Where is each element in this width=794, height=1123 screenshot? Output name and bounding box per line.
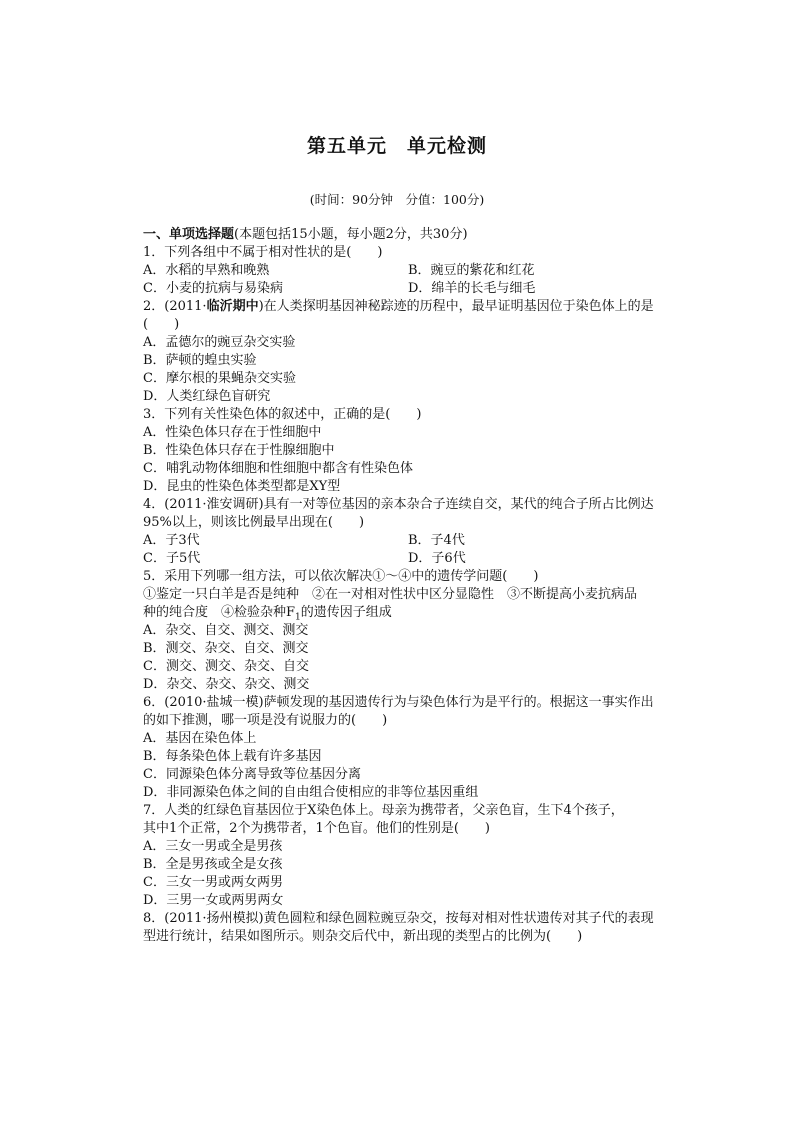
option-b: B．豌豆的紫花和红花 (408, 263, 535, 278)
question-stem: 8．(2011·扬州模拟)黄色圆粒和绿色圆粒豌豆杂交，按每对相对性状遗传对其子代的表现 (143, 911, 654, 926)
option-a: A．水稻的早熟和晚熟 (143, 263, 270, 278)
question-2 (143, 298, 678, 406)
question-stem: 4．(2011·淮安调研)具有一对等位基因的亲本杂合子连续自交，某代的纯合子所占比例达 (143, 497, 654, 512)
option-row (143, 280, 678, 298)
question-7 (143, 802, 678, 910)
option-c: C．测交、测交、杂交、自交 (143, 659, 309, 674)
option-b: B．每条染色体上载有许多基因 (143, 749, 322, 764)
subscript: 1 (295, 612, 301, 623)
section-heading-label: 一、单项选择题 (143, 227, 235, 242)
option-d: D．杂交、杂交、杂交、测交 (143, 677, 310, 692)
question-stem-line2: 的如下推测，哪一项是没有说服力的( ) (143, 713, 388, 728)
question-5 (143, 568, 678, 694)
option-b: B．测交、杂交、自交、测交 (143, 641, 309, 656)
option-c: C．哺乳动物体细胞和性细胞中都含有性染色体 (143, 461, 413, 476)
option-b: B．子4代 (408, 533, 465, 548)
question-stem: 3．下列有关性染色体的叙述中，正确的是( ) (143, 407, 422, 422)
option-d: D．子6代 (408, 551, 466, 566)
question-stem: 7．人类的红绿色盲基因位于X染色体上。母亲为携带者，父亲色盲，生下4个孩子， (143, 803, 624, 818)
option-d: D．人类红绿色盲研究 (143, 389, 271, 404)
option-d: D．非同源染色体之间的自由组合使相应的非等位基因重组 (143, 785, 479, 800)
question-stem: 5．采用下列哪一组方法，可以依次解决①～④中的遗传学问题( ) (143, 569, 539, 584)
question-stem (143, 298, 678, 316)
option-c: C．三女一男或两女两男 (143, 875, 283, 890)
question-stem-line2: ( ) (143, 317, 180, 332)
question-stem-rest: )在人类探明基因神秘踪迹的历程中，最早证明基因位于染色体上的是 (258, 299, 654, 314)
option-row (143, 550, 678, 568)
section-note: (本题包括15小题，每小题2分，共30分) (234, 227, 468, 242)
option-a: A．性染色体只存在于性细胞中 (143, 425, 322, 440)
section-heading (143, 226, 678, 244)
page-title: 第五单元 单元检测 (306, 135, 487, 157)
question-stem-line2: 95%以上，则该比例最早出现在( ) (143, 515, 365, 530)
option-a: A．三女一男或全是男孩 (143, 839, 283, 854)
exam-content (143, 226, 678, 946)
stem-part: 种的纯合度 ④检验杂种F (143, 605, 296, 620)
option-row (143, 262, 678, 280)
option-a: A．杂交、自交、测交、测交 (143, 623, 309, 638)
exam-time-score: (时间：90分钟 分值：100分) (309, 192, 485, 207)
question-stem: 6．(2010·盐城一模)萨顿发现的基因遗传行为与染色体行为是平行的。根据这一事实作出 (143, 695, 654, 710)
option-d: D．昆虫的性染色体类型都是XY型 (143, 479, 341, 494)
option-d: D．三男一女或两男两女 (143, 893, 284, 908)
option-c: C．摩尔根的果蝇杂交实验 (143, 371, 296, 386)
question-stem-line2: 型进行统计，结果如图所示。则杂交后代中，新出现的类型占的比例为( ) (143, 929, 583, 944)
option-b: B．性染色体只存在于性腺细胞中 (143, 443, 335, 458)
question-stem: 1．下列各组中不属于相对性状的是( ) (143, 245, 383, 260)
question-6 (143, 694, 678, 802)
option-a: A．孟德尔的豌豆杂交实验 (143, 335, 296, 350)
source-tag: 临沂期中 (206, 299, 259, 314)
question-1 (143, 244, 678, 298)
stem-part: 的遗传因子组成 (300, 605, 392, 620)
question-stem-prefix: 2．(2011· (143, 299, 207, 314)
option-c: C．子5代 (143, 551, 201, 566)
question-8 (143, 910, 678, 946)
option-a: A．子3代 (143, 533, 200, 548)
question-stem-line2: 其中1个正常，2个为携带者，1个色盲。他们的性别是( ) (143, 821, 490, 836)
question-stem-line3 (143, 604, 678, 622)
option-c: C．同源染色体分离导致等位基因分离 (143, 767, 361, 782)
option-a: A．基因在染色体上 (143, 731, 257, 746)
question-3 (143, 406, 678, 496)
option-b: B．萨顿的蝗虫实验 (143, 353, 257, 368)
option-b: B．全是男孩或全是女孩 (143, 857, 283, 872)
option-c: C．小麦的抗病与易染病 (143, 281, 283, 296)
question-stem-line2: ①鉴定一只白羊是否是纯种 ②在一对相对性状中区分显隐性 ③不断提高小麦抗病品 (143, 587, 638, 602)
option-row (143, 532, 678, 550)
question-4 (143, 496, 678, 568)
option-d: D．绵羊的长毛与细毛 (408, 281, 536, 296)
